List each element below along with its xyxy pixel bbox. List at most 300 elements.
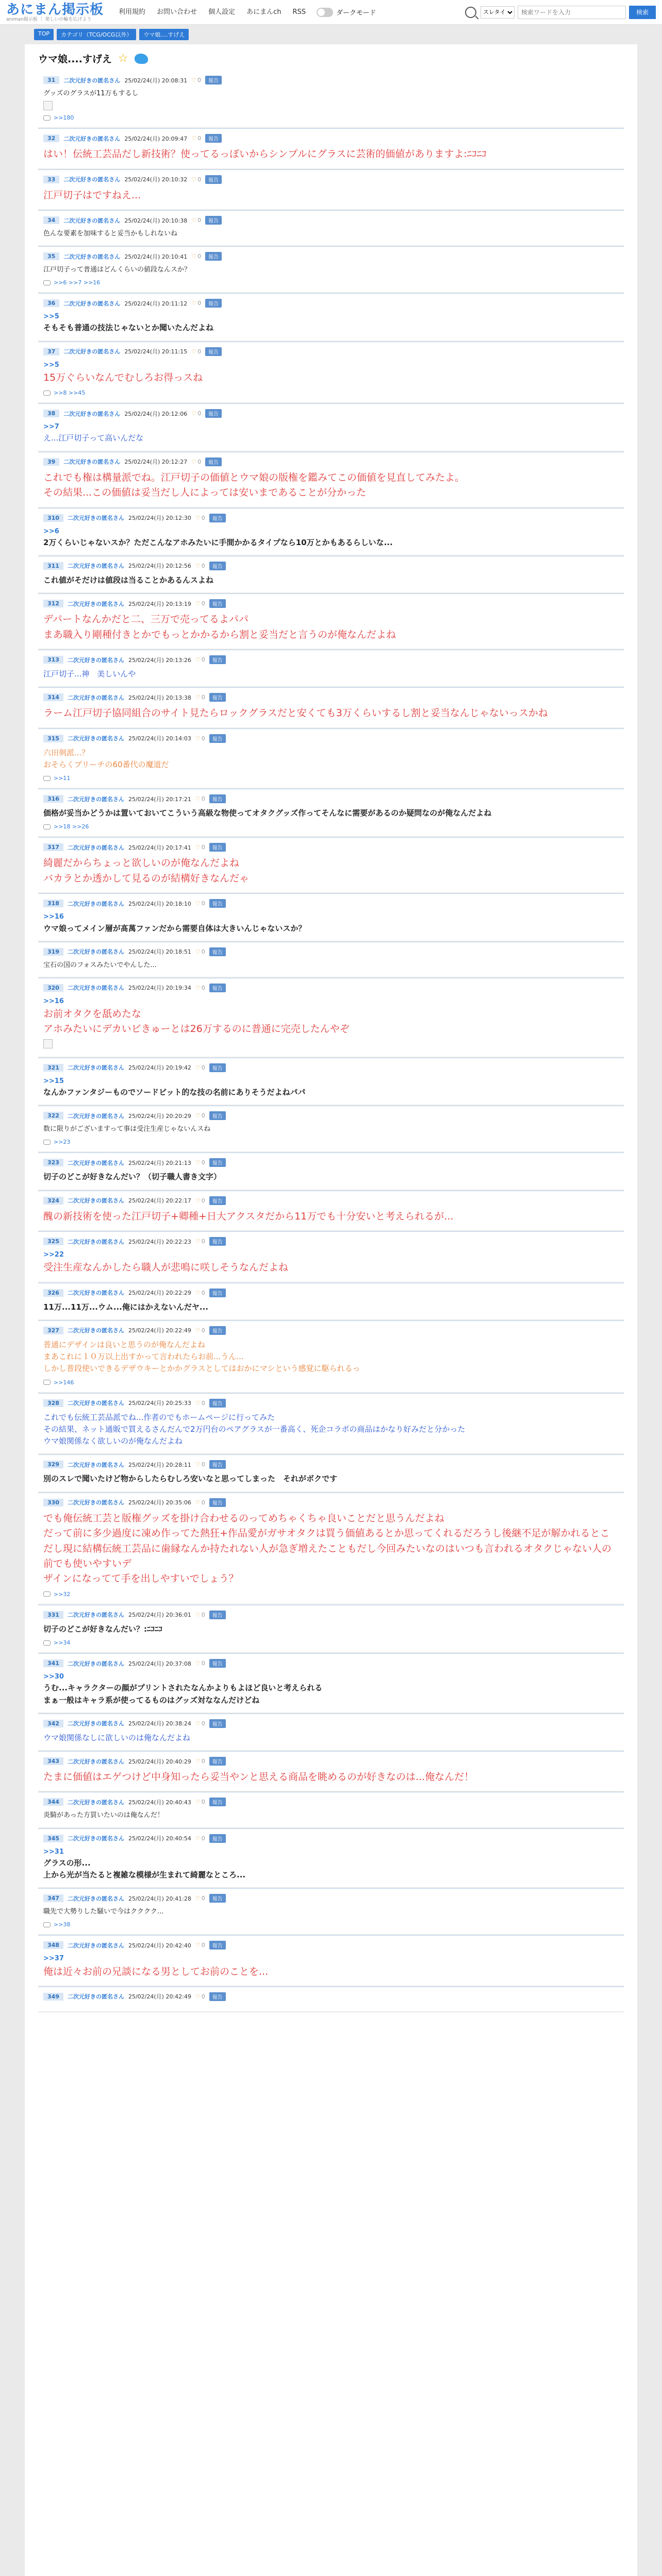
reply-links[interactable]: >>180 xyxy=(54,114,74,122)
report-button[interactable]: 報告 xyxy=(209,1611,226,1619)
post-body xyxy=(43,470,621,501)
post-line: 数に限りがございますって事は受注生産じゃないんスね xyxy=(43,1125,211,1133)
post-meta xyxy=(43,1289,621,1297)
post xyxy=(38,1714,624,1751)
report-button[interactable]: 報告 xyxy=(209,843,226,852)
report-button[interactable]: 報告 xyxy=(205,216,222,225)
post-number[interactable]: 343 xyxy=(43,1757,63,1765)
post-number[interactable]: 310 xyxy=(43,514,63,522)
post-line: 上から光が当たると複雑な模様が生まれて綺麗なところ... xyxy=(43,1870,246,1879)
thumbs-up-icon: ♡ xyxy=(195,1112,201,1120)
post-line: 色んな要素を加味すると妥当かもしれないね xyxy=(43,230,178,238)
good-button[interactable] xyxy=(195,1499,205,1506)
report-button[interactable]: 報告 xyxy=(209,1326,226,1335)
post-meta xyxy=(43,984,621,992)
thumbs-up-icon: ♡ xyxy=(191,300,197,307)
thumbs-up-icon: ♡ xyxy=(191,253,197,260)
good-button[interactable] xyxy=(195,1720,205,1727)
report-button[interactable]: 報告 xyxy=(205,299,222,308)
post-number[interactable]: 319 xyxy=(43,948,63,956)
reply-icon xyxy=(43,1922,51,1927)
post-body xyxy=(43,265,621,275)
report-button[interactable]: 報告 xyxy=(209,1757,226,1766)
report-button[interactable]: 報告 xyxy=(205,457,222,466)
post-number[interactable]: 312 xyxy=(43,600,63,607)
good-count: 0 xyxy=(201,795,205,803)
post-body xyxy=(43,1076,621,1098)
report-button[interactable]: 報告 xyxy=(209,947,226,956)
post-line: おそらくブリーチの60番代の魔道だ xyxy=(43,759,169,769)
good-button[interactable] xyxy=(191,459,201,465)
report-button[interactable]: 報告 xyxy=(209,1460,226,1469)
good-count: 0 xyxy=(197,77,202,83)
thumbs-up-icon: ♡ xyxy=(195,1327,201,1334)
report-button[interactable]: 報告 xyxy=(209,899,226,908)
good-button[interactable] xyxy=(195,1758,205,1765)
reply-icon xyxy=(43,115,51,121)
post-date: 25/02/24(月) 20:11:12 xyxy=(124,300,188,307)
post-line: しかし普段使いできるデザウキーとかかグラスとしてはおかにマシという感覚に駆られるっ xyxy=(43,1364,360,1374)
breadcrumb-top[interactable]: TOP xyxy=(34,29,54,40)
poster-name: 二次元好きの匿名さん xyxy=(67,1993,124,2001)
post-meta xyxy=(43,134,621,143)
post-number[interactable]: 31 xyxy=(43,76,59,84)
reply-links[interactable]: >>23 xyxy=(54,1139,71,1146)
post-body xyxy=(43,1171,621,1183)
post-number[interactable]: 317 xyxy=(43,843,63,851)
post-body xyxy=(43,807,621,819)
search-input[interactable] xyxy=(518,6,626,19)
post-date: 25/02/24(月) 20:40:54 xyxy=(128,1835,191,1842)
good-button[interactable] xyxy=(195,1942,205,1948)
post-line: 宝石の国のフォスみたいでやんした... xyxy=(43,961,157,969)
good-count: 0 xyxy=(197,217,202,224)
post-line: え...江戸切子って高いんだな xyxy=(43,433,144,443)
good-button[interactable] xyxy=(191,253,201,260)
good-count: 0 xyxy=(201,1720,205,1727)
post-line: 切子のどこが好きなんだい？:ﾆｺﾆｺ xyxy=(43,1624,163,1634)
good-button[interactable] xyxy=(191,77,201,83)
post-meta xyxy=(43,1237,621,1246)
report-button[interactable]: 報告 xyxy=(205,409,222,418)
post-number[interactable]: 349 xyxy=(43,1993,63,2001)
report-button[interactable]: 報告 xyxy=(205,134,222,143)
report-button[interactable]: 報告 xyxy=(205,175,222,184)
post-number[interactable]: 348 xyxy=(43,1941,63,1949)
dark-mode-toggle[interactable] xyxy=(317,8,333,17)
report-button[interactable]: 報告 xyxy=(209,1111,226,1120)
good-button[interactable] xyxy=(195,900,205,907)
good-count: 0 xyxy=(201,514,205,521)
post-number[interactable]: 328 xyxy=(43,1399,63,1407)
post-date: 25/02/24(月) 20:41:28 xyxy=(128,1895,191,1902)
site-logo[interactable] xyxy=(6,3,104,22)
reply-icon xyxy=(43,1140,51,1145)
post-body xyxy=(43,1732,621,1744)
post-number[interactable]: 316 xyxy=(43,795,63,803)
post-number[interactable]: 39 xyxy=(43,458,59,466)
thumbs-up-icon: ♡ xyxy=(195,562,201,569)
report-button[interactable]: 報告 xyxy=(209,1237,226,1246)
post-meta xyxy=(43,1196,621,1205)
post-number[interactable]: 324 xyxy=(43,1197,63,1205)
good-button[interactable] xyxy=(195,1835,205,1842)
nav-settings[interactable]: 個人設定 xyxy=(208,8,236,16)
good-button[interactable] xyxy=(195,1612,205,1618)
post-line: 価格が妥当かどうかは置いておいてこういう高級な物使ってオタクグッズ作ってそんなに需要があるのか疑問なのが俺なんだよね xyxy=(43,808,492,818)
reply-links[interactable]: >>11 xyxy=(54,775,71,782)
good-button[interactable] xyxy=(195,694,205,701)
post-meta xyxy=(43,1992,621,2001)
breadcrumb-category[interactable]: カテゴリ（TCG/OCG以外） xyxy=(57,29,136,40)
post xyxy=(38,1454,624,1492)
thumbs-up-icon: ♡ xyxy=(191,77,197,83)
post xyxy=(38,650,624,687)
post-number[interactable]: 36 xyxy=(43,299,59,307)
reply-anchor[interactable]: >>31 xyxy=(43,1848,64,1856)
nav-rss[interactable]: RSS xyxy=(292,8,306,16)
report-button[interactable]: 報告 xyxy=(209,1659,226,1668)
post-meta xyxy=(43,514,621,522)
good-count: 0 xyxy=(197,458,202,465)
logo-title[interactable]: あにまん掲示板 xyxy=(6,2,104,18)
reply-links[interactable]: >>32 xyxy=(54,1590,71,1598)
post-number[interactable]: 321 xyxy=(43,1064,63,1072)
poster-name: 二次元好きの匿名さん xyxy=(67,1799,124,1806)
reply-anchor[interactable]: >>30 xyxy=(43,1673,64,1681)
good-button[interactable] xyxy=(195,948,205,955)
good-count: 0 xyxy=(201,1895,205,1902)
post-body xyxy=(43,747,621,771)
good-button[interactable] xyxy=(195,1660,205,1667)
good-button[interactable] xyxy=(191,135,201,142)
poster-name: 二次元好きの匿名さん xyxy=(67,1461,124,1468)
post-line: これ値がそだけは値段は当ることかあるんスよね xyxy=(43,575,214,585)
reply-links[interactable]: >>8 >>45 xyxy=(54,389,86,397)
post-body xyxy=(43,960,621,971)
report-button[interactable]: 報告 xyxy=(209,734,226,743)
post-line: 普通にデザインは良いと思うのが俺なんだよね xyxy=(43,1340,205,1349)
reply-anchor[interactable]: >>15 xyxy=(43,1077,64,1085)
post-line: 11万...11万...ウム...俺にはかえないんだヤ... xyxy=(43,1302,208,1312)
post-meta xyxy=(43,252,621,261)
post-date: 25/02/24(月) 20:17:21 xyxy=(128,795,191,803)
reply-anchor[interactable]: >>22 xyxy=(43,1251,64,1259)
good-button[interactable] xyxy=(195,515,205,521)
post-number[interactable]: 341 xyxy=(43,1659,63,1667)
thumbs-up-icon: ♡ xyxy=(195,1399,201,1406)
poster-name: 二次元好きの匿名さん xyxy=(67,1835,124,1842)
post-number[interactable]: 331 xyxy=(43,1611,63,1619)
post-meta xyxy=(43,1659,621,1668)
post-meta xyxy=(43,216,621,225)
good-count: 0 xyxy=(201,1289,205,1296)
poster-name: 二次元好きの匿名さん xyxy=(67,1612,124,1619)
good-button[interactable] xyxy=(195,1400,205,1406)
good-button[interactable] xyxy=(195,1290,205,1296)
good-button[interactable] xyxy=(195,1159,205,1166)
good-count: 0 xyxy=(201,1399,205,1406)
thumbs-up-icon: ♡ xyxy=(195,694,201,701)
post-number[interactable]: 311 xyxy=(43,562,63,570)
good-count: 0 xyxy=(197,176,202,183)
search-button[interactable]: 検索 xyxy=(629,6,656,19)
poster-name: 二次元好きの匿名さん xyxy=(67,1327,124,1334)
post-date: 25/02/24(月) 20:10:32 xyxy=(124,176,188,183)
post-body xyxy=(43,188,621,203)
thumbs-up-icon: ♡ xyxy=(195,1289,201,1296)
post-image[interactable] xyxy=(43,101,53,110)
post-line: これでも権は構量派でね。江戸切子の価値とウマ娘の版権を鑑みてこの価値を見直してみたよ。 xyxy=(43,471,465,483)
thumbs-up-icon: ♡ xyxy=(195,984,201,991)
post-line: 俺は近々お前の兄談になる男としてお前のことを... xyxy=(43,1965,269,1977)
post-replies xyxy=(43,1139,621,1145)
post-replies xyxy=(43,775,621,782)
good-button[interactable] xyxy=(191,348,201,355)
post xyxy=(38,789,624,837)
report-button[interactable]: 報告 xyxy=(209,514,226,522)
good-button[interactable] xyxy=(191,410,201,417)
post-replies xyxy=(43,1379,621,1386)
poster-name: 二次元好きの匿名さん xyxy=(67,515,124,522)
post-number[interactable]: 325 xyxy=(43,1238,63,1245)
search-icon xyxy=(465,7,476,18)
good-button[interactable] xyxy=(195,656,205,663)
report-button[interactable]: 報告 xyxy=(209,1941,226,1950)
poster-name: 二次元好きの匿名さん xyxy=(67,1197,124,1205)
thumbs-up-icon: ♡ xyxy=(191,217,197,224)
report-button[interactable]: 報告 xyxy=(209,1196,226,1205)
good-button[interactable] xyxy=(195,1064,205,1071)
post-number[interactable]: 329 xyxy=(43,1461,63,1468)
post-line: 受注生産なんかしたら職人が悲鳴に咲しそうなんだよね xyxy=(43,1262,289,1274)
good-button[interactable] xyxy=(195,1895,205,1902)
post-number[interactable]: 320 xyxy=(43,984,63,992)
reply-anchor[interactable]: >>7 xyxy=(43,423,59,431)
post-meta xyxy=(43,899,621,908)
post-line: ウマ娘関係なしに欲しいのは俺なんだよね xyxy=(43,1733,191,1742)
post-number[interactable]: 342 xyxy=(43,1720,63,1727)
good-count: 0 xyxy=(201,1835,205,1842)
post-date: 25/02/24(月) 20:37:08 xyxy=(128,1660,191,1667)
post-date: 25/02/24(月) 20:12:56 xyxy=(128,563,191,570)
report-button[interactable]: 報告 xyxy=(209,1158,226,1167)
post-body xyxy=(43,527,621,549)
post-number[interactable]: 327 xyxy=(43,1327,63,1334)
report-button[interactable]: 報告 xyxy=(205,76,222,84)
post-meta xyxy=(43,347,621,356)
report-button[interactable]: 報告 xyxy=(209,599,226,608)
thumbs-up-icon: ♡ xyxy=(195,948,201,955)
reply-links[interactable]: >>146 xyxy=(54,1379,74,1386)
post-meta xyxy=(43,1498,621,1507)
reply-links[interactable]: >>34 xyxy=(54,1639,71,1647)
poster-name: 二次元好きの匿名さん xyxy=(63,300,121,307)
good-button[interactable] xyxy=(195,985,205,991)
post-number[interactable]: 330 xyxy=(43,1499,63,1506)
report-button[interactable]: 報告 xyxy=(209,794,226,803)
post-body xyxy=(43,1124,621,1134)
post-number[interactable]: 347 xyxy=(43,1894,63,1902)
good-button[interactable] xyxy=(191,300,201,307)
thumbs-up-icon: ♡ xyxy=(195,844,201,851)
post-number[interactable]: 344 xyxy=(43,1798,63,1806)
post-meta xyxy=(43,1611,621,1619)
report-button[interactable]: 報告 xyxy=(209,1719,226,1728)
poster-name: 二次元好きの匿名さん xyxy=(67,1499,124,1506)
post-image[interactable] xyxy=(43,1039,53,1048)
reply-links[interactable]: >>6 >>7 >>16 xyxy=(54,279,101,286)
reply-links[interactable]: >>38 xyxy=(54,1921,71,1928)
logo-subtitle: animan掲示板 ｜ 楽しいの輪を広げよう xyxy=(6,16,92,22)
post xyxy=(38,1935,624,1987)
reply-anchor[interactable]: >>16 xyxy=(43,997,64,1005)
report-button[interactable]: 報告 xyxy=(209,1992,226,2001)
reply-anchor[interactable]: >>6 xyxy=(43,527,59,535)
post-meta xyxy=(43,299,621,308)
thumbs-up-icon: ♡ xyxy=(195,1942,201,1949)
good-button[interactable] xyxy=(191,217,201,224)
post-replies xyxy=(43,823,621,830)
post xyxy=(38,556,624,594)
good-count: 0 xyxy=(201,844,205,851)
poster-name: 二次元好きの匿名さん xyxy=(67,656,124,664)
good-button[interactable] xyxy=(195,1799,205,1805)
good-count: 0 xyxy=(201,735,205,742)
reply-anchor[interactable]: >>5 xyxy=(43,313,59,321)
good-button[interactable] xyxy=(195,1461,205,1468)
post-date: 25/02/24(月) 20:17:41 xyxy=(128,844,191,851)
post xyxy=(38,594,624,650)
report-button[interactable]: 報告 xyxy=(209,1289,226,1297)
post-number[interactable]: 318 xyxy=(43,900,63,907)
post-meta xyxy=(43,1941,621,1950)
post xyxy=(38,128,624,169)
post-date: 25/02/24(月) 20:10:38 xyxy=(124,217,188,224)
reply-anchor[interactable]: >>16 xyxy=(43,913,64,921)
report-button[interactable]: 報告 xyxy=(209,693,226,702)
good-count: 0 xyxy=(201,900,205,907)
post-date: 25/02/24(月) 20:09:47 xyxy=(124,135,188,142)
post xyxy=(38,1605,624,1653)
post-date: 25/02/24(月) 20:42:49 xyxy=(128,1993,191,2001)
search-bar xyxy=(465,6,656,19)
good-button[interactable] xyxy=(195,1993,205,2000)
good-button[interactable] xyxy=(195,563,205,569)
poster-name: 二次元好きの匿名さん xyxy=(67,948,124,956)
report-button[interactable]: 報告 xyxy=(205,347,222,356)
post xyxy=(38,1888,624,1935)
report-button[interactable]: 報告 xyxy=(209,1063,226,1072)
report-button[interactable]: 報告 xyxy=(209,1834,226,1843)
thumbs-up-icon: ♡ xyxy=(195,600,201,607)
post-body xyxy=(43,1810,621,1821)
good-button[interactable] xyxy=(195,844,205,851)
main-nav xyxy=(113,0,311,25)
nav-terms[interactable]: 利用規約 xyxy=(119,8,146,16)
reply-anchor[interactable]: >>37 xyxy=(43,1955,64,1963)
poster-name: 二次元好きの匿名さん xyxy=(67,1942,124,1949)
post-meta xyxy=(43,1757,621,1766)
good-button[interactable] xyxy=(195,795,205,802)
poster-name: 二次元好きの匿名さん xyxy=(67,1159,124,1166)
reply-anchor[interactable]: >>5 xyxy=(43,361,59,369)
post-date: 25/02/24(月) 20:22:17 xyxy=(128,1197,191,1205)
poster-name: 二次元好きの匿名さん xyxy=(67,1720,124,1727)
post-meta xyxy=(43,947,621,956)
twitter-share-icon[interactable] xyxy=(135,54,148,64)
post-replies xyxy=(43,389,621,396)
post-date: 25/02/24(月) 20:36:01 xyxy=(128,1612,191,1619)
post-line: ザインになってて手を出しやすいでしょう？ xyxy=(43,1573,239,1585)
favorite-star-icon[interactable]: ☆ xyxy=(118,52,128,65)
report-button[interactable]: 報告 xyxy=(209,1498,226,1507)
good-button[interactable] xyxy=(195,600,205,607)
post-number[interactable]: 38 xyxy=(43,410,59,417)
report-button[interactable]: 報告 xyxy=(205,252,222,261)
post-replies xyxy=(43,114,621,121)
report-button[interactable]: 報告 xyxy=(209,1894,226,1903)
poster-name: 二次元好きの匿名さん xyxy=(67,1660,124,1667)
post-number[interactable]: 34 xyxy=(43,216,59,224)
breadcrumb-thread[interactable]: ウマ娘....すげえ xyxy=(139,29,189,40)
post-number[interactable]: 37 xyxy=(43,348,59,355)
reply-links[interactable]: >>18 >>26 xyxy=(54,823,89,831)
post-number[interactable]: 345 xyxy=(43,1835,63,1842)
post-meta xyxy=(43,1460,621,1469)
good-button[interactable] xyxy=(191,176,201,183)
good-button[interactable] xyxy=(195,735,205,742)
post-date: 25/02/24(月) 20:28:11 xyxy=(128,1461,191,1468)
report-button[interactable]: 報告 xyxy=(209,562,226,570)
poster-name: 二次元好きの匿名さん xyxy=(63,77,121,84)
post-meta xyxy=(43,843,621,852)
post-meta xyxy=(43,1158,621,1167)
post xyxy=(38,978,624,1058)
post-number[interactable]: 315 xyxy=(43,735,63,742)
good-button[interactable] xyxy=(195,1197,205,1204)
post-line: グッズのグラスが11万もするし xyxy=(43,90,139,97)
post xyxy=(38,942,624,978)
good-button[interactable] xyxy=(195,1112,205,1119)
post-number[interactable]: 32 xyxy=(43,134,59,142)
post-meta xyxy=(43,1719,621,1728)
good-count: 0 xyxy=(197,253,202,260)
post xyxy=(38,170,624,210)
nav-animanch[interactable]: あにまんch xyxy=(246,8,282,16)
post-number[interactable]: 322 xyxy=(43,1112,63,1120)
post xyxy=(38,1153,624,1190)
post-date: 25/02/24(月) 20:13:26 xyxy=(128,656,191,664)
report-button[interactable]: 報告 xyxy=(209,1798,226,1806)
good-button[interactable] xyxy=(195,1238,205,1245)
post-number[interactable]: 326 xyxy=(43,1289,63,1297)
search-scope-select[interactable] xyxy=(481,6,515,19)
report-button[interactable]: 報告 xyxy=(209,655,226,664)
report-button[interactable]: 報告 xyxy=(209,1399,226,1408)
good-count: 0 xyxy=(197,135,202,142)
post-number[interactable]: 313 xyxy=(43,656,63,664)
post-number[interactable]: 33 xyxy=(43,176,59,183)
post-number[interactable]: 323 xyxy=(43,1159,63,1166)
nav-contact[interactable]: お問い合わせ xyxy=(157,8,197,16)
post-number[interactable]: 35 xyxy=(43,252,59,260)
post-line: 炎騎があった方買いたいのは俺なんだ！ xyxy=(43,1811,164,1820)
post xyxy=(38,210,624,246)
report-button[interactable]: 報告 xyxy=(209,984,226,992)
post-number[interactable]: 314 xyxy=(43,693,63,701)
good-button[interactable] xyxy=(195,1327,205,1334)
